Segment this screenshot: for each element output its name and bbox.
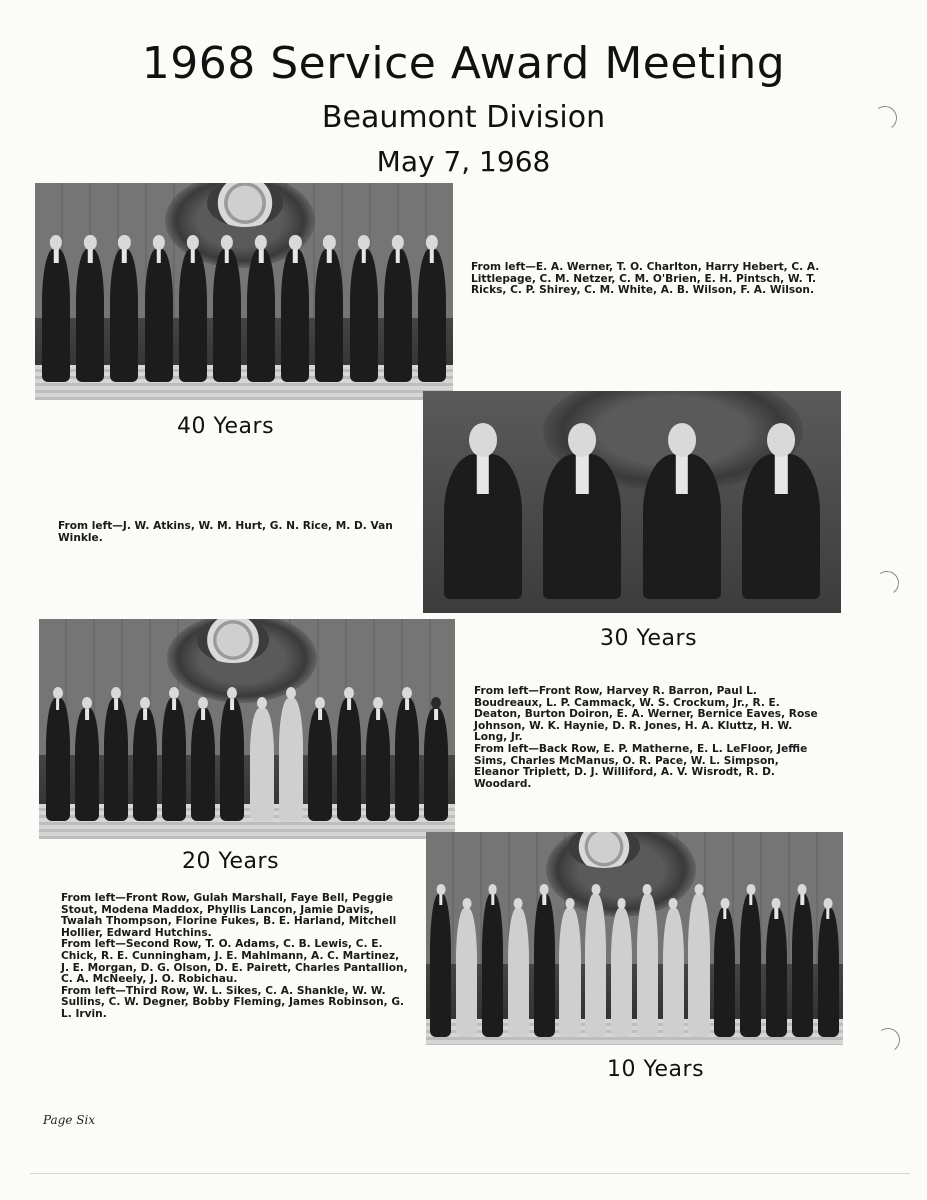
photo-figure: [337, 687, 361, 821]
photo-figure: [247, 235, 275, 382]
label-20-years: 20 Years: [182, 849, 280, 874]
label-30-years: 30 Years: [600, 626, 698, 651]
photo-figure: [418, 235, 446, 382]
photo-figure: [75, 697, 99, 821]
label-40-years: 40 Years: [177, 414, 275, 439]
caption-10-third-row: From left—Third Row, W. L. Sikes, C. A. Shankle, W. W. Sullins, C. W. Degner, Bobby Fleming, James Robinson, G. L. Irvin.: [61, 984, 405, 1020]
caption-20-front-row: From left—Front Row, Harvey R. Barron, Paul L. Boudreaux, L. P. Cammack, W. S. Crockum, Jr., R. E. Deaton, Burton Doiron, E. A. Werner, Bernice Eaves, Rose Johnson, W. K. Haynie, D. R. Jones, H. A. Kluttz, H. W. Long, Jr.: [474, 685, 818, 744]
photo-40-years: [35, 183, 453, 400]
photo-figure: [42, 235, 70, 382]
photo-20-years: [39, 619, 455, 839]
photo-figure: [444, 423, 522, 599]
photo-figure: [482, 884, 503, 1037]
photo-figure: [279, 687, 303, 821]
binder-hole-bottom: [874, 1026, 902, 1054]
meeting-date: May 7, 1968: [376, 145, 551, 178]
photo-figure: [366, 697, 390, 821]
photo-figure: [350, 235, 378, 382]
photo-figure: [559, 898, 580, 1037]
photo-figure: [456, 898, 477, 1037]
photo-figure: [424, 697, 448, 821]
page-title: 1968 Service Award Meeting: [141, 38, 786, 89]
photo-figure: [637, 884, 658, 1037]
photo-figure: [740, 884, 761, 1037]
caption-40-years: From left—E. A. Werner, T. O. Charlton, Harry Hebert, C. A. Littlepage, C. M. Netzer, C. M. O'Brien, E. H. Pintsch, W. T. Ricks, C. P. Shirey, C. M. White, A. B. Wilson, F. A. Wilson.: [471, 261, 820, 297]
photo-figure: [384, 235, 412, 382]
photo-figure: [611, 898, 632, 1037]
photo-figure: [76, 235, 104, 382]
caption-10-years: [61, 893, 408, 1021]
caption-30-years: From left—J. W. Atkins, W. M. Hurt, G. N. Rice, M. D. Van Winkle.: [58, 520, 393, 544]
photo-figure: [220, 687, 244, 821]
photo-figure: [643, 423, 721, 599]
photo-figure: [46, 687, 70, 821]
photo-figure: [508, 898, 529, 1037]
photo-figure: [663, 898, 684, 1037]
photo-figure: [281, 235, 309, 382]
photo-30-years: [423, 391, 841, 613]
photo-figure: [133, 697, 157, 821]
photo-figure: [213, 235, 241, 382]
photo-figure: [179, 235, 207, 382]
photo-10-years: [426, 832, 843, 1045]
photo-figure: [162, 687, 186, 821]
division-subtitle: Beaumont Division: [321, 100, 606, 135]
binder-hole-middle: [873, 569, 901, 597]
photo-figure: [534, 884, 555, 1037]
photo-figure: [250, 697, 274, 821]
photo-figure: [742, 423, 820, 599]
photo-figure: [585, 884, 606, 1037]
photo-figure: [315, 235, 343, 382]
photo-figure: [110, 235, 138, 382]
caption-10-front-row: From left—Front Row, Gulah Marshall, Faye Bell, Peggie Stout, Modena Maddox, Phyllis Lancon, Jamie Davis, Twalah Thompson, Florine Fukes, B. E. Harland, Mitchell Hollier, Edward Hutchins.: [61, 892, 397, 939]
caption-10-second-row: From left—Second Row, T. O. Adams, C. B. Lewis, C. E. Chick, R. E. Cunningham, J. E. Mahlmann, A. C. Martinez, J. E. Morgan, D. G. Olson, D. E. Pairett, Charles Pantallion, C. A. McNeely, J. O. Robichau.: [61, 938, 408, 986]
caption-20-back-row: From left—Back Row, E. P. Matherne, E. L. LeFloor, Jeffie Sims, Charles McManus, O. R. Pace, W. L. Simpson, Eleanor Triplett, D. J. Williford, A. V. Wisrodt, R. D. Woodard.: [474, 742, 808, 790]
photo-figure: [104, 687, 128, 821]
photo-figure: [688, 884, 709, 1037]
photo-figure: [430, 884, 451, 1037]
photo-figure: [191, 697, 215, 821]
photo-figure: [543, 423, 621, 599]
photo-figure: [145, 235, 173, 382]
page-bottom-rule: [30, 1173, 910, 1174]
label-10-years: 10 Years: [607, 1057, 705, 1082]
page-number: Page Six: [43, 1113, 96, 1127]
photo-figure: [818, 898, 839, 1037]
photo-figure: [308, 697, 332, 821]
photo-figure: [792, 884, 813, 1037]
photo-figure: [714, 898, 735, 1037]
photo-figure: [766, 898, 787, 1037]
caption-20-years: [474, 686, 821, 790]
photo-figure: [395, 687, 419, 821]
